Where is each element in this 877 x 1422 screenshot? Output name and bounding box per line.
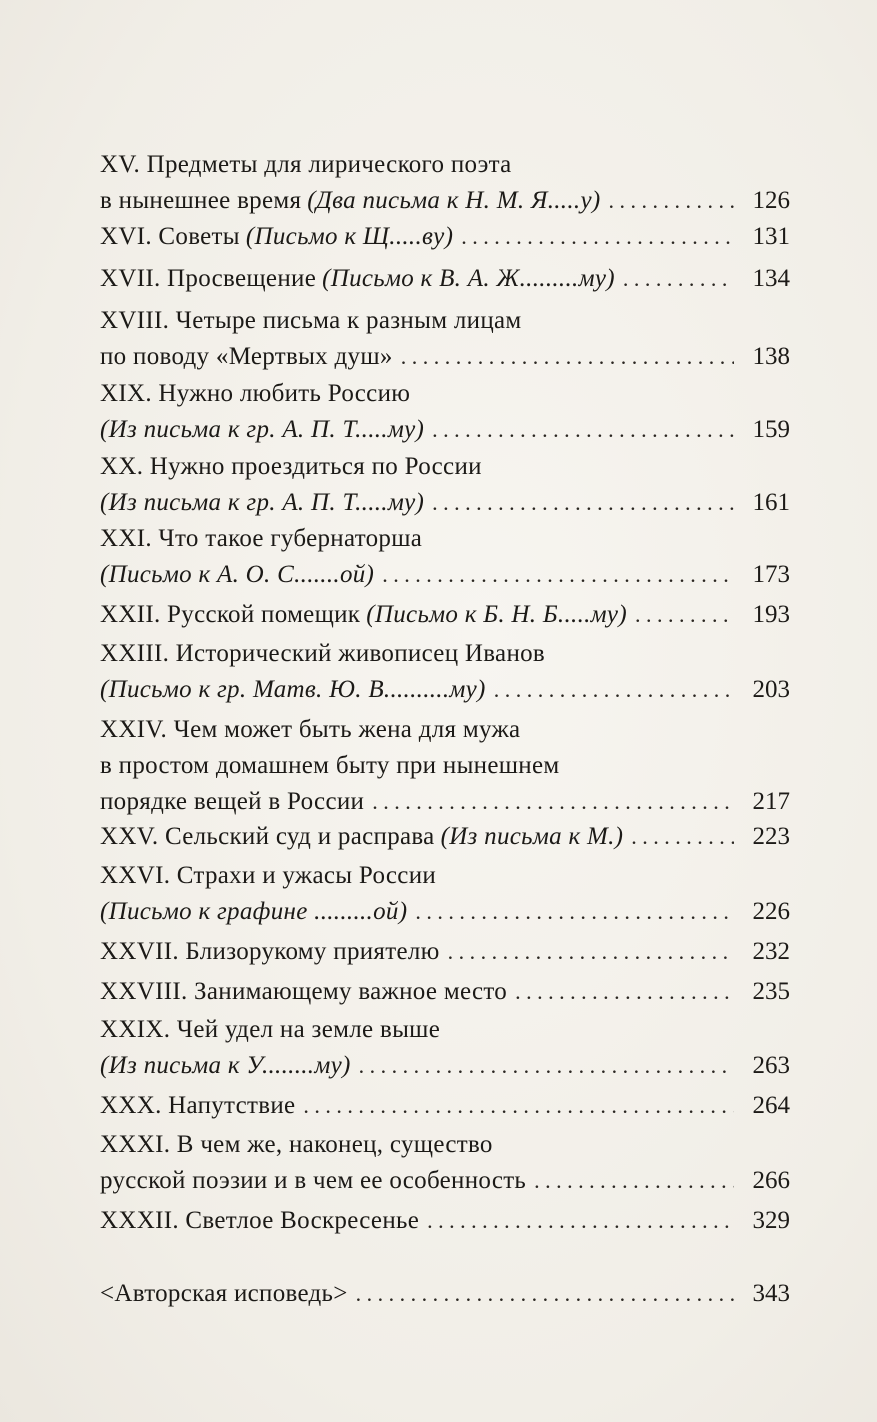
toc-leader-dots xyxy=(359,1048,734,1084)
toc-page-number: 264 xyxy=(752,1092,790,1119)
toc-page-number: 232 xyxy=(752,938,790,965)
toc-entry-title-line: XXIX. Чей удел на земле выше xyxy=(100,1016,441,1043)
toc-page-number: 203 xyxy=(752,676,790,703)
toc-entry-last-line xyxy=(100,339,790,375)
toc-entry-last-line xyxy=(100,183,790,219)
toc-entry-last-line xyxy=(100,934,790,970)
toc-leader-dots xyxy=(494,672,734,708)
toc-entry-last-line xyxy=(100,412,790,448)
toc-entry-title-line: XIX. Нужно любить Россию xyxy=(100,380,411,407)
toc-entry-last-line xyxy=(100,1048,790,1084)
toc-leader-dots xyxy=(401,339,734,375)
toc-entry-title-line: XXXI. В чем же, наконец, существо xyxy=(100,1131,493,1158)
toc-entry-title-text: XXVIII. Занимающему важное место xyxy=(100,978,508,1005)
toc-entry-last-line xyxy=(100,974,790,1010)
toc-entry-title-line: XV. Предметы для лирического поэта xyxy=(100,151,512,178)
toc-entry xyxy=(100,521,790,593)
toc-entry-title xyxy=(100,672,486,708)
toc-entry-title-text: XXX. Напутствие xyxy=(100,1092,296,1119)
toc-entry xyxy=(100,219,790,255)
toc-page-number: 126 xyxy=(752,187,790,214)
toc-entry xyxy=(100,1203,790,1239)
toc-page-number: 217 xyxy=(752,788,790,815)
toc-leader-dots xyxy=(432,412,734,448)
toc-entry-last-line xyxy=(100,219,790,255)
toc-entry-last-line xyxy=(100,894,790,930)
toc-entry-title-text: XXII. Русской помещик xyxy=(100,601,361,628)
toc-page-number: 134 xyxy=(752,265,790,292)
toc-entry xyxy=(100,1276,790,1312)
toc-entry-title xyxy=(100,183,600,219)
toc-entry-title-line: XXVI. Страхи и ужасы России xyxy=(100,862,437,889)
toc-entry-last-line xyxy=(100,597,790,633)
toc-leader-dots xyxy=(623,261,734,297)
toc-entry xyxy=(100,934,790,970)
toc-page-number: 266 xyxy=(752,1167,790,1194)
toc-entry-last-line xyxy=(100,485,790,521)
toc-entry-subtitle: (Письмо к графине .........ой) xyxy=(100,898,408,925)
toc-entry xyxy=(100,1127,790,1199)
toc-entry xyxy=(100,819,790,855)
toc-entry-title xyxy=(100,219,453,255)
toc-page-number: 343 xyxy=(752,1280,790,1307)
toc-page-number: 226 xyxy=(752,898,790,925)
toc-page-number: 235 xyxy=(752,978,790,1005)
toc-entry xyxy=(100,449,790,521)
toc-leader-dots xyxy=(635,597,734,633)
toc-entry-title-text: XVII. Просвещение xyxy=(100,265,317,292)
toc-entry-title xyxy=(100,339,393,375)
toc-entry-title xyxy=(100,1203,419,1239)
toc-leader-dots xyxy=(356,1276,734,1312)
toc-entry-last-line xyxy=(100,1203,790,1239)
toc-entry-title xyxy=(100,1276,348,1312)
toc-entry-title xyxy=(100,1088,295,1124)
toc-page-number: 131 xyxy=(752,223,790,250)
toc-entry-last-line xyxy=(100,1163,790,1199)
toc-entry-title xyxy=(100,412,424,448)
toc-entry-subtitle: (Из письма к гр. А. П. Т.....му) xyxy=(100,416,425,443)
toc-page-number: 263 xyxy=(752,1052,790,1079)
toc-entry xyxy=(100,1088,790,1124)
toc-entry-title-line: XXI. Что такое губернаторша xyxy=(100,525,423,552)
toc-entry-title xyxy=(100,557,374,593)
toc-entry xyxy=(100,261,790,297)
toc-entry-last-line xyxy=(100,1088,790,1124)
toc-entry-title xyxy=(100,784,364,820)
toc-entry-title-text: XXV. Сельский суд и расправа xyxy=(100,823,435,850)
toc-page-number: 161 xyxy=(752,489,790,516)
toc-entry-title-line: XVIII. Четыре письма к разным лицам xyxy=(100,307,522,334)
toc-entry-subtitle: (Письмо к А. О. С.......ой) xyxy=(100,561,375,588)
toc-leader-dots xyxy=(432,485,734,521)
toc-entry-title xyxy=(100,819,623,855)
toc-entry xyxy=(100,712,790,820)
toc-entry-title xyxy=(100,1163,526,1199)
toc-entry-title-line: в простом домашнем быту при нынешнем xyxy=(100,752,560,779)
toc-leader-dots xyxy=(608,183,734,219)
toc-entry-title-text: порядке вещей в России xyxy=(100,788,365,815)
toc-entry-subtitle: (Письмо к Щ.....ву) xyxy=(245,223,454,250)
toc-entry-subtitle: (Из письма к У........му) xyxy=(100,1052,351,1079)
toc-entry-title xyxy=(100,934,440,970)
toc-entry-title-text: XXVII. Близорукому приятелю xyxy=(100,938,440,965)
toc-entry-last-line xyxy=(100,784,790,820)
toc-leader-dots xyxy=(427,1203,734,1239)
toc-leader-dots xyxy=(448,934,734,970)
toc-entry-title xyxy=(100,1048,351,1084)
toc-entry-subtitle: (Письмо к Б. Н. Б.....му) xyxy=(366,601,627,628)
toc-page-number: 329 xyxy=(752,1207,790,1234)
toc-leader-dots xyxy=(631,819,734,855)
toc-entry-title-text: XXXII. Светлое Воскресенье xyxy=(100,1207,420,1234)
toc-leader-dots xyxy=(515,974,734,1010)
toc-entry-last-line xyxy=(100,557,790,593)
toc-entry xyxy=(100,147,790,219)
toc-entry xyxy=(100,974,790,1010)
toc-page-number: 173 xyxy=(752,561,790,588)
toc-leader-dots xyxy=(382,557,734,593)
toc-entry-subtitle: (Два письма к Н. М. Я.....у) xyxy=(307,187,601,214)
toc-entry-last-line xyxy=(100,1276,790,1312)
toc-page-number: 138 xyxy=(752,343,790,370)
toc-entry xyxy=(100,376,790,448)
toc-entry xyxy=(100,303,790,375)
toc-entry-last-line xyxy=(100,672,790,708)
toc-entry-title-text: в нынешнее время xyxy=(100,187,302,214)
toc-entry-subtitle: (Из письма к М.) xyxy=(440,823,624,850)
toc-entry-title xyxy=(100,894,407,930)
toc-entry-title-text: по поводу «Мертвых душ» xyxy=(100,343,393,370)
toc-entry-title-text: XVI. Советы xyxy=(100,223,240,250)
toc-leader-dots xyxy=(415,894,734,930)
toc-page-number: 159 xyxy=(752,416,790,443)
toc-entry-last-line xyxy=(100,261,790,297)
toc-entry-title xyxy=(100,485,424,521)
toc-entry-title-line: XXIII. Исторический живописец Иванов xyxy=(100,640,546,667)
toc-leader-dots xyxy=(461,219,734,255)
toc-entry-subtitle: (Письмо к гр. Матв. Ю. В..........му) xyxy=(100,676,486,703)
toc-entry-title xyxy=(100,974,507,1010)
toc-entry-title-line: XXIV. Чем может быть жена для мужа xyxy=(100,716,521,743)
toc-entry-subtitle: (Письмо к В. А. Ж.........му) xyxy=(322,265,615,292)
toc-entry-subtitle: (Из письма к гр. А. П. Т.....му) xyxy=(100,489,425,516)
toc-entry-last-line xyxy=(100,819,790,855)
toc-leader-dots xyxy=(372,784,734,820)
toc-entry-title xyxy=(100,261,615,297)
toc-entry-title-text: русской поэзии и в чем ее особенность xyxy=(100,1167,527,1194)
toc-entry-title xyxy=(100,597,627,633)
toc-entry xyxy=(100,858,790,930)
toc-page-number: 193 xyxy=(752,601,790,628)
toc-leader-dots xyxy=(534,1163,734,1199)
toc-entry xyxy=(100,636,790,708)
toc-entry xyxy=(100,597,790,633)
toc-entry xyxy=(100,1012,790,1084)
toc-entry-title-line: XX. Нужно проездиться по России xyxy=(100,453,482,480)
toc-leader-dots xyxy=(303,1088,734,1124)
toc-entry-title-text: <Авторская исповедь> xyxy=(100,1280,348,1307)
toc-page-number: 223 xyxy=(752,823,790,850)
